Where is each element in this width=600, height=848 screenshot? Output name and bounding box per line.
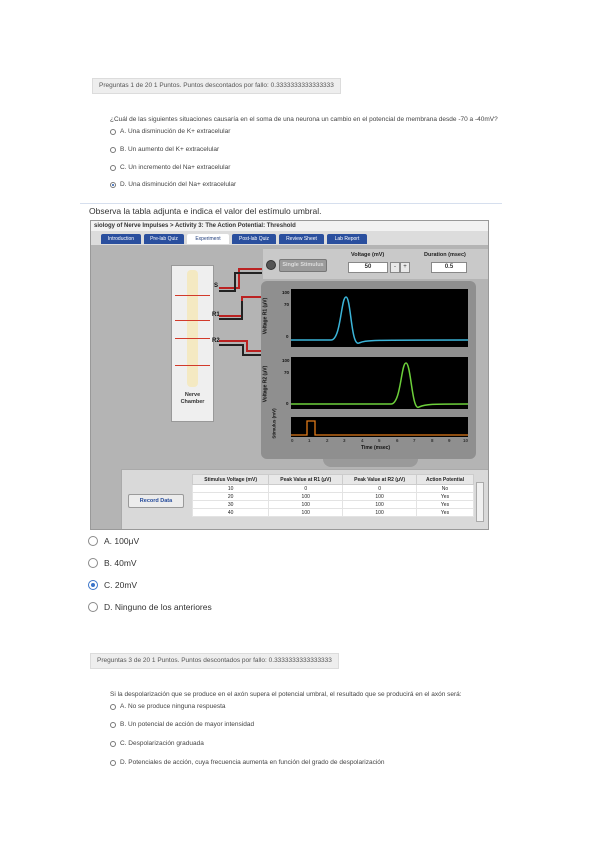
x-axis-ticks [291, 438, 468, 445]
q3-option-a[interactable] [110, 703, 226, 710]
x-tick: 5 [378, 438, 381, 443]
tab-post-lab-quiz[interactable]: Post-lab Quiz [232, 234, 276, 244]
r1-tick-100: 100 [282, 290, 290, 295]
option-label: B. Un potencial de acción de mayor intensidad [120, 721, 255, 728]
question-1-header: Preguntas 1 de 20 1 Puntos. Puntos descontados por fallo: 0.3333333333333333 [92, 78, 341, 94]
q2-option-c[interactable] [88, 580, 137, 590]
option-label: D. Ninguno de los anteriores [104, 602, 212, 612]
tab-review-sheet[interactable]: Review Sheet [279, 234, 324, 244]
table-cell: 30 [193, 501, 269, 509]
radio-icon[interactable] [110, 741, 116, 747]
voltage-increase-button[interactable]: + [400, 262, 410, 273]
question-3-header: Preguntas 3 de 20 1 Puntos. Puntos descontados por fallo: 0.3333333333333333 [90, 653, 339, 669]
option-label: B. Un aumento del K+ extracelular [120, 146, 220, 153]
radio-selected-icon[interactable] [88, 580, 98, 590]
option-label: A. No se produce ninguna respuesta [120, 703, 226, 710]
oscilloscope-stand [323, 459, 418, 467]
stimulus-screen [291, 417, 468, 437]
table-cell: 100 [269, 509, 343, 517]
r1-tick-0: 0 [286, 334, 289, 339]
x-tick: 7 [413, 438, 416, 443]
simulation-panel [90, 220, 489, 530]
q3-option-d[interactable] [110, 759, 385, 766]
q2-option-a[interactable] [88, 536, 139, 546]
table-cell: 20 [193, 493, 269, 501]
radio-icon[interactable] [110, 722, 116, 728]
q2-option-b[interactable] [88, 558, 137, 568]
record-data-button[interactable]: Record Data [128, 494, 184, 508]
x-tick: 0 [291, 438, 294, 443]
duration-input[interactable]: 0.5 [431, 262, 467, 273]
data-table [192, 474, 474, 517]
wires [217, 261, 267, 361]
table-row[interactable] [193, 485, 474, 493]
radio-icon[interactable] [110, 165, 116, 171]
question-2-text: Observa la tabla adjunta e indica el valor del estímulo umbral. [89, 206, 322, 216]
table-cell: 40 [193, 509, 269, 517]
q3-option-c[interactable] [110, 740, 204, 747]
table-cell: Yes [417, 493, 474, 501]
q1-option-b[interactable] [110, 146, 219, 153]
column-header: Stimulus Voltage (mV) [193, 475, 269, 485]
table-row[interactable] [193, 493, 474, 501]
x-tick: 2 [326, 438, 329, 443]
option-label: A. 100μV [104, 536, 140, 546]
electrode-line [175, 320, 210, 321]
nerve-icon [187, 270, 198, 387]
table-cell: No [417, 485, 474, 493]
radio-icon[interactable] [110, 760, 116, 766]
r1-tick-70: 70 [284, 302, 290, 307]
column-header: Action Potential [417, 475, 474, 485]
q1-option-a[interactable] [110, 128, 230, 135]
x-tick: 1 [308, 438, 311, 443]
table-cell: 0 [343, 485, 417, 493]
divider [80, 203, 502, 204]
chamber-label: Nerve Chamber [180, 392, 205, 405]
q2-option-d[interactable] [88, 602, 212, 612]
table-scrollbar[interactable] [476, 482, 484, 522]
r1-axis-label: Voltage R1 (μV) [262, 297, 269, 335]
electrode-line [175, 338, 210, 339]
tab-lab-report[interactable]: Lab Report [327, 234, 367, 244]
option-label: C. 20mV [104, 580, 138, 590]
oscilloscope [261, 281, 476, 459]
voltage-decrease-button[interactable]: - [390, 262, 400, 273]
option-label: A. Una disminución de K+ extracelular [120, 128, 231, 135]
option-label: C. Un incremento del Na+ extracelular [120, 164, 231, 171]
radio-icon[interactable] [88, 536, 98, 546]
x-tick: 8 [431, 438, 434, 443]
radio-icon[interactable] [88, 558, 98, 568]
table-cell: 100 [269, 493, 343, 501]
tab-introduction[interactable]: Introduction [101, 234, 141, 244]
tab-pre-lab-quiz[interactable]: Pre-lab Quiz [144, 234, 184, 244]
column-header: Peak Value at R2 (μV) [343, 475, 417, 485]
column-header: Peak Value at R1 (μV) [269, 475, 343, 485]
x-tick: 4 [361, 438, 364, 443]
question-1-text: ¿Cuál de las siguientes situaciones causaría en el soma de una neurona un cambio en el potencial de membrana desde -70 a -40mV? [110, 116, 498, 123]
radio-icon[interactable] [88, 602, 98, 612]
r2-tick-70: 70 [284, 370, 290, 375]
stimulator-panel [263, 249, 488, 279]
x-tick: 9 [448, 438, 451, 443]
x-tick: 6 [396, 438, 399, 443]
option-label: D. Una disminución del Na+ extracelular [120, 181, 237, 188]
tab-bar [91, 231, 488, 245]
table-cell: 10 [193, 485, 269, 493]
option-label: C. Despolarización graduada [120, 740, 204, 747]
table-row[interactable] [193, 501, 474, 509]
breadcrumb: siology of Nerve Impulses > Activity 3: The Action Potential: Threshold [91, 221, 488, 231]
nerve-chamber [171, 265, 214, 422]
voltage-input[interactable]: 50 [348, 262, 388, 273]
question-3-text: Si la despolarización que se produce en el axón supera el potencial umbral, el resultado que se producirá en el axón será: [110, 691, 462, 698]
table-cell: 100 [269, 501, 343, 509]
electrode-line [175, 295, 210, 296]
option-label: B. 40mV [104, 558, 137, 568]
table-cell: 100 [343, 501, 417, 509]
r2-screen [291, 357, 468, 409]
r1-trace [291, 289, 468, 347]
stimulus-trace [291, 417, 468, 437]
table-cell: 0 [269, 485, 343, 493]
electrode-r1: R1 [212, 312, 220, 318]
indicator-light-icon [266, 260, 276, 270]
r2-tick-100: 100 [282, 358, 290, 363]
duration-label: Duration (msec) [424, 252, 466, 258]
table-cell: 100 [343, 509, 417, 517]
tab-experiment[interactable]: Experiment [187, 234, 229, 244]
stimulus-axis-label: Stimulus (mV) [271, 408, 277, 439]
q1-option-c[interactable] [110, 164, 230, 171]
x-tick: 3 [343, 438, 346, 443]
table-header-row [193, 475, 474, 485]
x-axis-label: Time (msec) [361, 445, 391, 451]
r2-tick-0: 0 [286, 401, 289, 406]
x-tick: 10 [463, 438, 469, 443]
single-stimulus-button[interactable]: Single Stimulus [279, 259, 327, 272]
voltage-label: Voltage (mV) [351, 252, 385, 258]
radio-selected-icon[interactable] [110, 182, 116, 188]
r1-screen [291, 289, 468, 347]
data-panel [121, 469, 489, 530]
r2-axis-label: Voltage R2 (μV) [262, 365, 269, 403]
electrode-line [175, 365, 210, 366]
electrode-r2: R2 [212, 338, 220, 344]
q1-option-d[interactable] [110, 181, 236, 188]
electrode-s: S [214, 283, 219, 289]
radio-icon[interactable] [110, 147, 116, 153]
table-cell: 100 [343, 493, 417, 501]
q3-option-b[interactable] [110, 721, 254, 728]
r2-trace [291, 357, 468, 409]
table-row[interactable] [193, 509, 474, 517]
radio-icon[interactable] [110, 704, 116, 710]
table-cell: Yes [417, 509, 474, 517]
option-label: D. Potenciales de acción, cuya frecuencia aumenta en función del grado de despolarización [120, 759, 385, 766]
radio-icon[interactable] [110, 129, 116, 135]
table-cell: Yes [417, 501, 474, 509]
